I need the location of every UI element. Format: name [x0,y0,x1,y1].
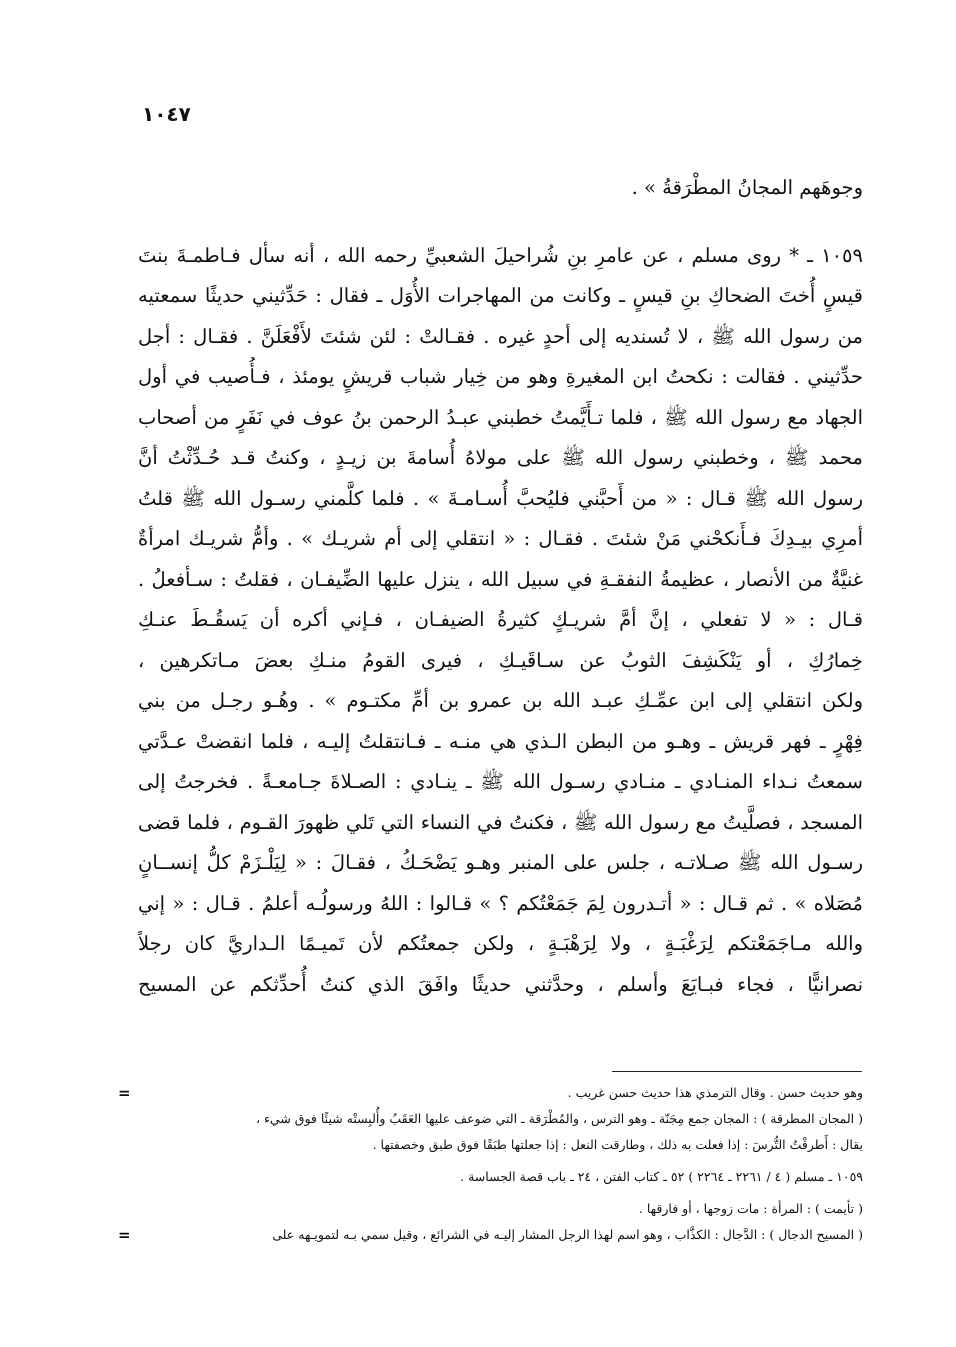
text-line: والله مـاجَمَعْتكم لِرَغْبَـةٍ ، ولا لِرَهْبَـةٍ ، ولكن جمعتُكم لأن تَميـمًا الـداريَّ كان رجلاً [138,932,863,955]
text-line: قيسٍ أُختَ الضحاكِ بنِ قيسٍ ـ وكانت من المهاجرات الأُوَل ـ فقال : حَدِّثيني حديثًا سمعتيه [138,284,863,307]
footnote-text: ( المسيح الدجال ) : الدَّجال : الكذَّاب ، وهو اسم لهذا الرجل المشار إليـه في الشرائع ، وقيل سمي بـه لتمويـهه على [272,1227,863,1242]
paragraph-gap [138,209,863,236]
footnote-text: ( تأيمت ) : المرأة : مات زوجها ، أو فارقها . [638,1201,863,1216]
footnotes [118,1080,863,1248]
footnote-line [118,1196,863,1222]
main-text [138,168,863,1005]
text-line: وجوهَهم المجانُ المطْرَقةُ » . [631,176,863,199]
text-line: مُصَلاه » . ثم قـال : « أتـدرون لِمَ جَمَعْتُكم ؟ » قـالوا : اللهُ ورسولُـه أعلمُ . قـال : « إني [138,891,863,915]
continuation-mark: = [118,1084,131,1102]
text-line: محمد ﷺ ، وخطبني رسول الله ﷺ على مولاهُ أُسامةَ بن زيـدٍ ، وكنتُ قـد حُـدِّثْتُ أنَّ [138,446,863,469]
text-line: أمرِي بيـدِكَ فـأَنكحْني مَنْ شئتَ . فقـال : « انتقلي إلى أم شريـك » . وأمُّ شريـك امرأةٌ [138,527,863,550]
footnote-text: يقال : أَطرقْتُ التُّرسَ : إذا فعلت به ذلك ، وطارقت النعل : إذا جعلتها طبَقًا فوق طبق وخصفتها . [372,1137,863,1152]
page-number: ١٠٤٧ [142,102,191,126]
text-line: غنيَّةٌ من الأنصار ، عظيمةُ النفقـةِ في سبيل الله ، ينزل عليها الضِّيفـان ، فقلتُ : سـأفعلُ . [138,567,863,591]
text-line: سمعتُ نـداء المنـادي ـ منـادي رسـول الله ﷺ ـ ينـادي : الصـلاةَ جـامعـةً . فخرجتُ إلى [138,770,863,793]
footnote-line [118,1164,863,1190]
text-line: قـال : « لا تفعلي ، إنَّ أمَّ شريـكٍ كثيرةُ الضيفـان ، فـإني أكره أن يَسقُـطَ عنـكِ [138,608,863,631]
text-line: رسـول الله ﷺ صـلاتـه ، جلس على المنبر وهـو يَضْحَـكُ ، فقـالَ : « لِيَلْـزَمْ كلُّ إنســانٍ [138,851,863,874]
text-line: الجهاد مع رسول الله ﷺ ، فلما تـأَيَّمتُ خطبني عبـدُ الرحمن بنُ عوف في نَفَرٍ من أصحاب [138,405,863,429]
text-line: نصرانيًّا ، فجاء فبـايَعَ وأسلم ، وحدَّثني حديثًا وافَقَ الذي كنتُ أُحدِّثكم عن المسيح [138,972,863,996]
text-line: ١٠٥٩ ـ * روى مسلم ، عن عامرِ بنِ شُراحيلَ الشعبيِّ رحمه الله ، أنه سأل فـاطمـةَ بنتَ [138,243,863,267]
text-line: رسول الله ﷺ قـال : « من أَحبَّني فليُحبَّ أُسـامـةَ » . فلما كلَّمني رسـول الله ﷺ قلتُ [138,486,863,510]
text-line: حدِّثيني . فقالت : نكحتُ ابن المغيرةِ وهو من خِيار شباب قريشٍ يومئذ ، فـأُصيب في أول [138,365,863,388]
text-line: من رسول الله ﷺ ، لا تُسنديه إلى أحدٍ غيره . فقـالتْ : لئن شئتَ لأَفْعَلَنَّ . فقـال : أجل [138,324,863,348]
text-line: المسجد ، فصلَّيتُ مع رسول الله ﷺ ، فكنتُ في النساء التي تَلي ظهورَ القـوم ، فلما قضى [138,810,863,834]
footnote-line [118,1106,863,1132]
footnote-text: ١٠٥٩ ـ مسلم ( ٤ / ٢٢٦١ ـ ٢٢٦٤ ) ٥٢ ـ كتاب الفتن ، ٢٤ ـ باب قصة الجساسة . [460,1169,863,1184]
text-line: ولكن انتقلي إلى ابن عمِّـكِ عبـد الله بن عمرو بن أمِّ مكتـوم » . وهُـو رجـل من بني [138,689,863,712]
footnote-line [118,1222,863,1248]
footnote-separator [612,1071,862,1072]
footnote-line [118,1080,863,1106]
footnote-line [118,1132,863,1158]
footnote-text: وهو حديث حسن . وقال الترمذي هذا حديث حسن غريب . [567,1085,863,1100]
text-line: فِهْرٍ ـ فهر قريش ـ وهـو من البطن الـذي هي منـه ـ فـانتقلتُ إليـه ، فلما انقضتْ عـدَّتي [138,729,863,753]
footnote-text: ( المجان المطرقة ) : المجان جمع مِجَنّة ـ وهو الترس ، والمُطْرَقة ـ التي ضوعف عليها العَقَبُ وأُلبِستْه شيئًا فوق شيء ، [256,1111,863,1126]
text-line: خِمارُكِ ، أو يَنْكَشِفَ الثوبُ عن سـاقَيـكِ ، فيرى القومُ منـكِ بعضَ مـاتكرهين ، [138,648,863,672]
continuation-mark: = [118,1226,131,1244]
